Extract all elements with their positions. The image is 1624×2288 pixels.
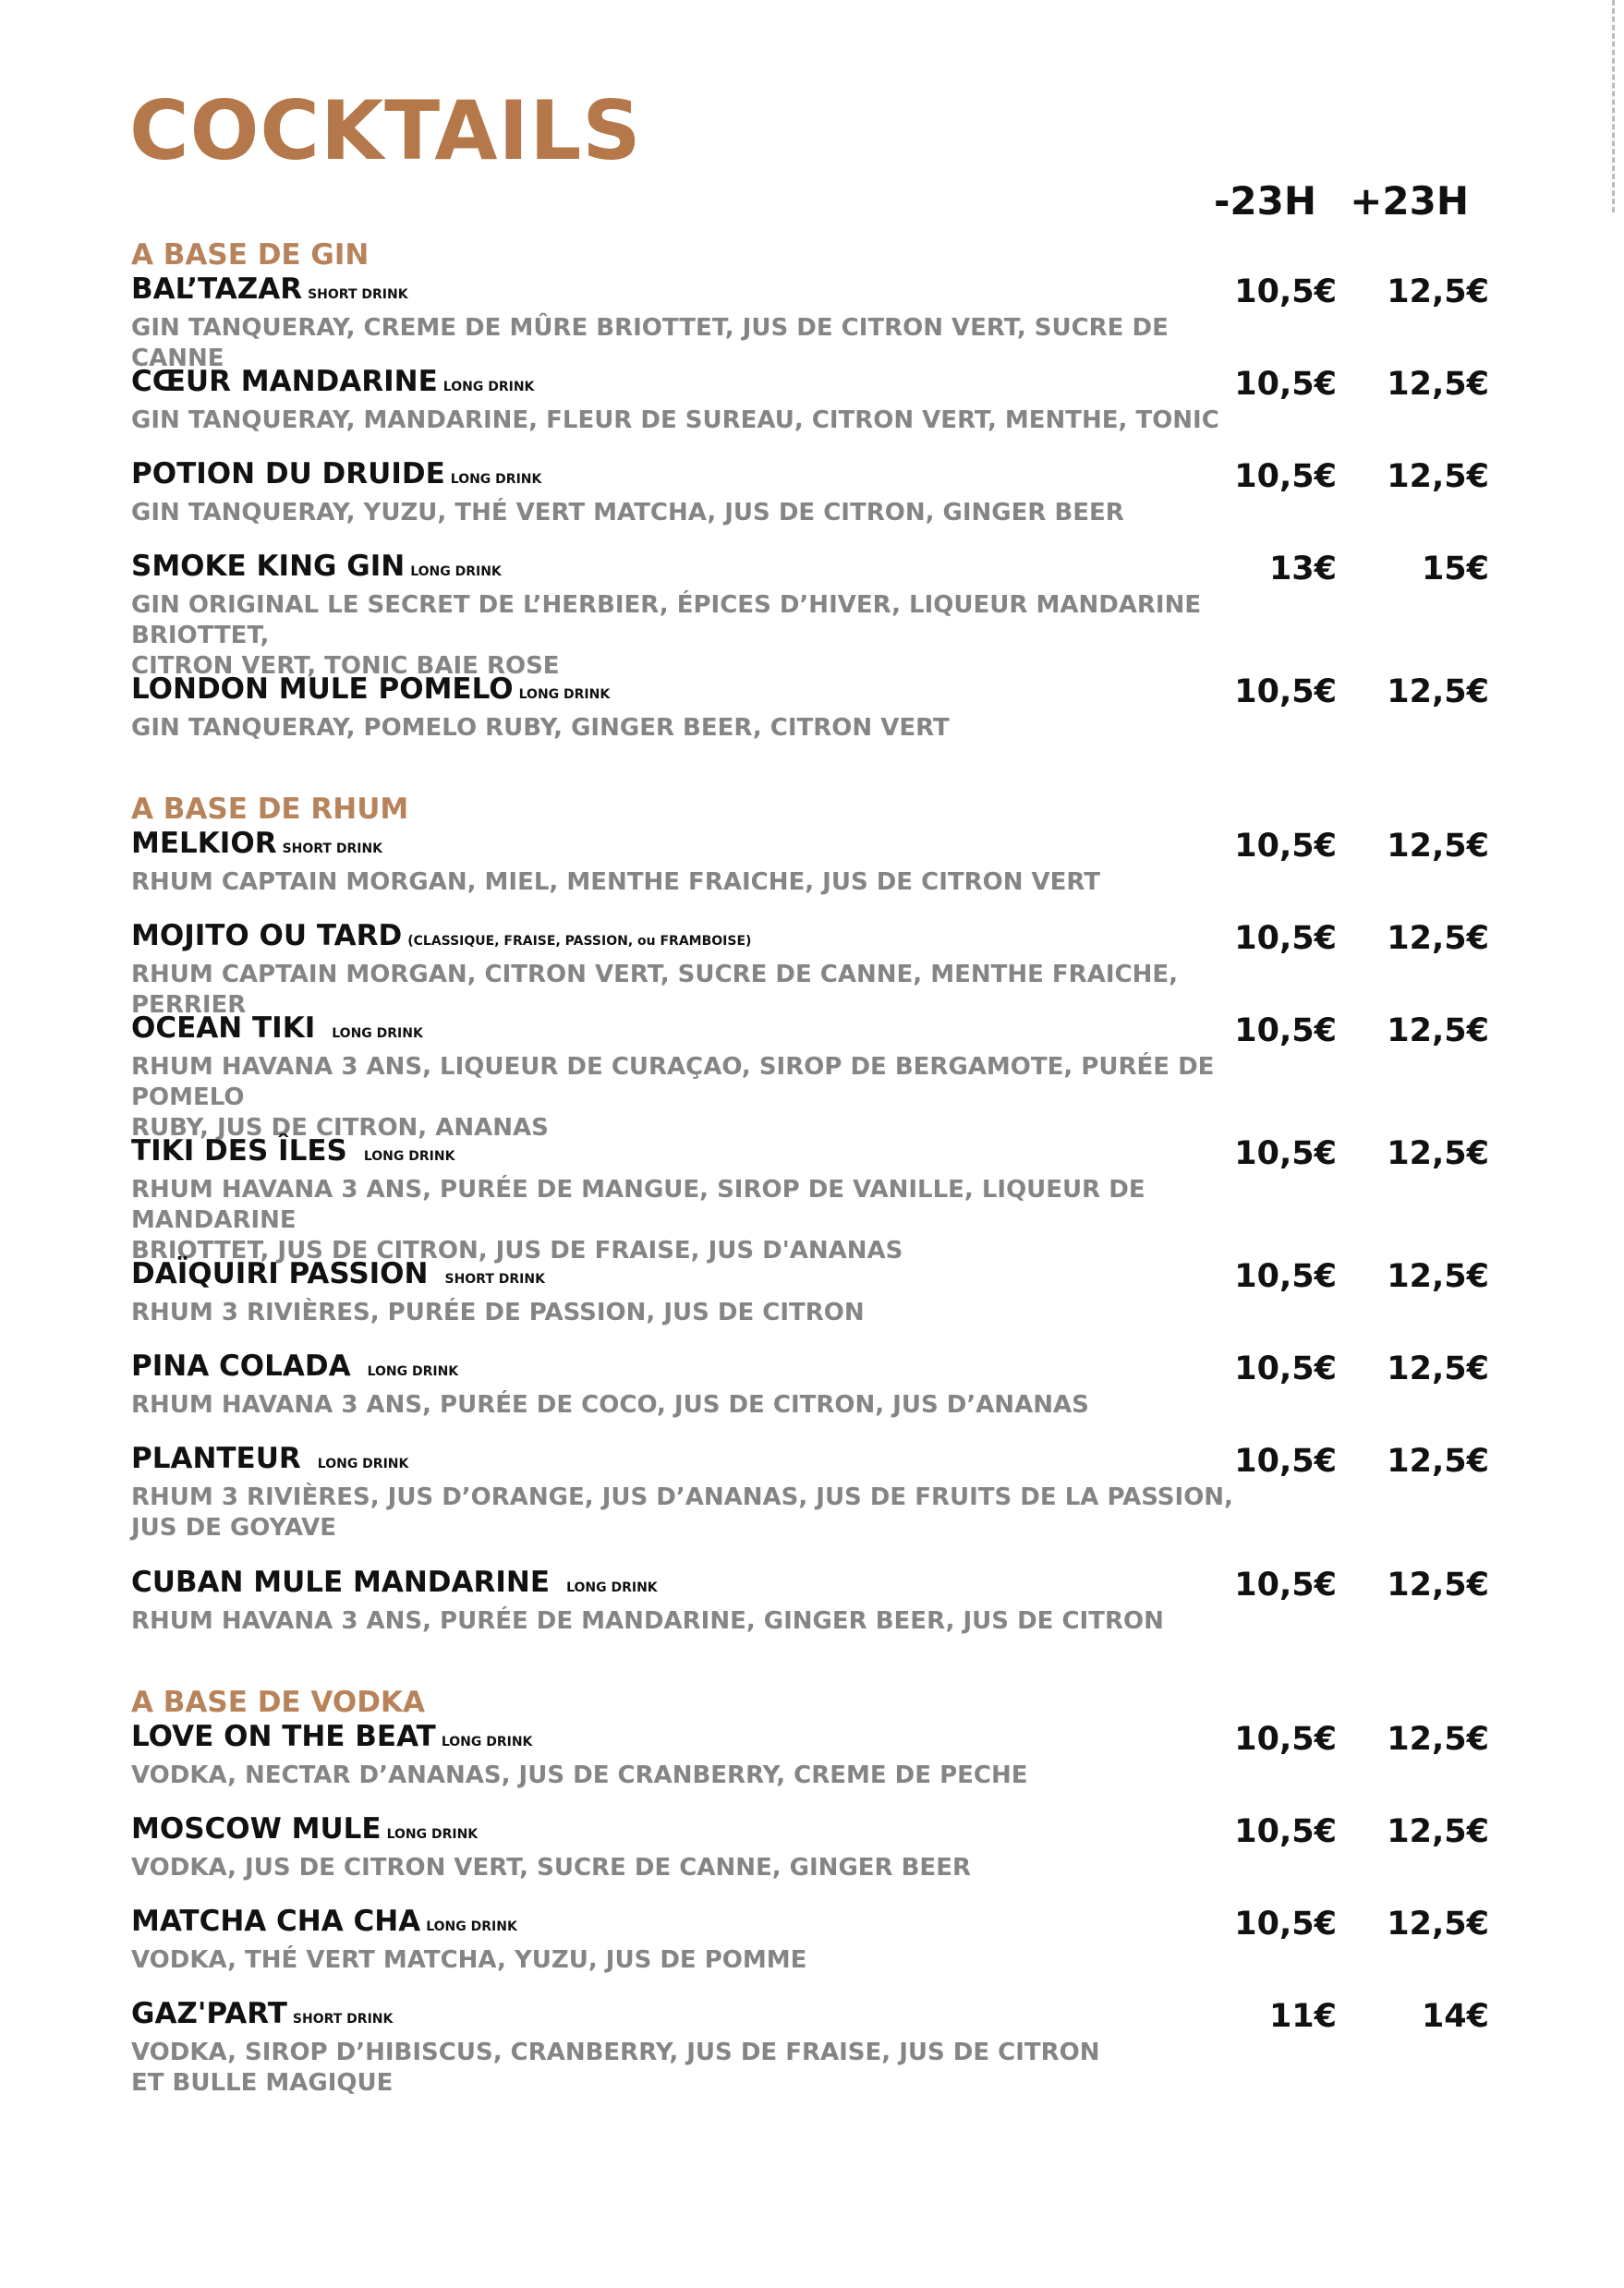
item-description: RHUM 3 RIVIÈRES, PURÉE DE PASSION, JUS DE CITRON: [131, 1299, 865, 1326]
price-before-23h: 10,5€: [1234, 828, 1337, 865]
page-edge-divider: [1612, 0, 1615, 212]
price-after-23h: 12,5€: [1387, 458, 1489, 495]
menu-item: [131, 273, 1517, 374]
section-title-vodka: A BASE DE VODKA: [131, 1686, 425, 1719]
item-tag: LONG DRINK: [442, 380, 535, 394]
item-name: DAÏQUIRI PASSION: [131, 1257, 429, 1290]
item-description: GIN TANQUERAY, YUZU, THÉ VERT MATCHA, JUS DE CITRON, GINGER BEER: [131, 499, 1124, 527]
item-description: VODKA, SIROP D’HIBISCUS, CRANBERRY, JUS DE FRAISE, JUS DE CITRON ET BULLE MAGIQUE: [131, 2039, 1100, 2097]
item-tag: LONG DRINK: [363, 1149, 455, 1164]
menu-item: [131, 1012, 1517, 1144]
item-name: BAL’TAZAR: [131, 272, 303, 306]
price-before-23h: 10,5€: [1234, 920, 1337, 957]
item-tag: LONG DRINK: [410, 564, 502, 579]
price-after-23h: 12,5€: [1387, 1258, 1489, 1295]
price-after-23h: 12,5€: [1387, 366, 1489, 403]
price-before-23h: 13€: [1268, 551, 1337, 587]
item-tag: SHORT DRINK: [308, 287, 408, 302]
price-after-23h: 12,5€: [1387, 1567, 1489, 1604]
price-before-23h: 11€: [1268, 1998, 1337, 2035]
price-after-23h: 15€: [1421, 551, 1489, 587]
item-tag: LONG DRINK: [450, 472, 542, 487]
item-tag: LONG DRINK: [386, 1827, 479, 1842]
price-before-23h: 10,5€: [1234, 1135, 1337, 1172]
menu-item: [131, 1567, 1517, 1637]
item-name: PLANTEUR: [131, 1442, 301, 1475]
menu-item: [131, 1906, 1517, 1976]
price-after-23h: 12,5€: [1387, 1721, 1489, 1758]
menu-item: [131, 1813, 1517, 1883]
price-before-23h: 10,5€: [1234, 1258, 1337, 1295]
section-title-rhum: A BASE DE RHUM: [131, 793, 409, 826]
menu-item: [131, 366, 1517, 436]
menu-item: [131, 1998, 1517, 2099]
price-before-23h: 10,5€: [1234, 458, 1337, 495]
menu-item: [131, 1721, 1517, 1791]
price-before-23h: 10,5€: [1234, 1721, 1337, 1758]
column-header-after-23h: +23H: [1350, 178, 1469, 224]
price-after-23h: 12,5€: [1387, 1813, 1489, 1850]
menu-item: [131, 920, 1517, 1021]
menu-item: [131, 1135, 1517, 1266]
item-tag: LONG DRINK: [426, 1919, 517, 1934]
price-before-23h: 10,5€: [1234, 1906, 1337, 1943]
item-name: LOVE ON THE BEAT: [131, 1720, 436, 1753]
price-after-23h: 12,5€: [1387, 828, 1489, 865]
item-name: GAZ'PART: [131, 1997, 287, 2030]
item-tag: LONG DRINK: [441, 1735, 533, 1749]
menu-item: [131, 1443, 1517, 1543]
price-after-23h: 12,5€: [1387, 273, 1489, 310]
item-description: VODKA, NECTAR D’ANANAS, JUS DE CRANBERRY, CREME DE PECHE: [131, 1761, 1028, 1789]
item-tag: LONG DRINK: [566, 1580, 658, 1595]
item-description: RHUM HAVANA 3 ANS, LIQUEUR DE CURAÇAO, SIROP DE BERGAMOTE, PURÉE DE POMELO RUBY, JUS DE CITRON, ANANAS: [131, 1053, 1215, 1142]
price-after-23h: 12,5€: [1387, 1906, 1489, 1943]
item-tag: SHORT DRINK: [292, 2012, 394, 2027]
item-description: RHUM HAVANA 3 ANS, PURÉE DE MANDARINE, GINGER BEER, JUS DE CITRON: [131, 1607, 1164, 1635]
item-tag: SHORT DRINK: [282, 841, 383, 856]
price-before-23h: 10,5€: [1234, 1443, 1337, 1480]
column-header-before-23h: -23H: [1213, 178, 1316, 224]
price-before-23h: 10,5€: [1234, 1350, 1337, 1387]
item-name: PINA COLADA: [131, 1350, 351, 1383]
price-after-23h: 12,5€: [1387, 673, 1489, 710]
item-name: LONDON MULE POMELO: [131, 672, 514, 706]
price-before-23h: 10,5€: [1234, 1012, 1337, 1049]
item-tag: LONG DRINK: [332, 1026, 423, 1041]
price-after-23h: 12,5€: [1387, 1443, 1489, 1480]
item-tag: SHORT DRINK: [444, 1272, 545, 1287]
price-after-23h: 14€: [1421, 1998, 1489, 2035]
menu-item: [131, 1258, 1517, 1328]
item-name: OCEAN TIKI: [131, 1011, 316, 1045]
item-name: CŒUR MANDARINE: [131, 365, 438, 398]
section-title-gin: A BASE DE GIN: [131, 238, 370, 272]
item-description: RHUM CAPTAIN MORGAN, MIEL, MENTHE FRAICHE, JUS DE CITRON VERT: [131, 868, 1101, 896]
item-name: MATCHA CHA CHA: [131, 1905, 421, 1938]
item-description: RHUM CAPTAIN MORGAN, CITRON VERT, SUCRE DE CANNE, MENTHE FRAICHE, PERRIER: [131, 961, 1178, 1019]
price-after-23h: 12,5€: [1387, 1012, 1489, 1049]
page-title: COCKTAILS: [129, 83, 642, 178]
price-after-23h: 12,5€: [1387, 920, 1489, 957]
price-before-23h: 10,5€: [1234, 273, 1337, 310]
item-name: CUBAN MULE MANDARINE: [131, 1566, 551, 1599]
item-name: MOJITO OU TARD: [131, 919, 403, 952]
item-description: RHUM HAVANA 3 ANS, PURÉE DE MANGUE, SIROP DE VANILLE, LIQUEUR DE MANDARINE BRIOTTET, JUS DE CITRON, JUS DE FRAISE, JUS D'ANANAS: [131, 1176, 1145, 1265]
item-tag: LONG DRINK: [367, 1364, 459, 1379]
item-description: RHUM HAVANA 3 ANS, PURÉE DE COCO, JUS DE CITRON, JUS D’ANANAS: [131, 1391, 1089, 1419]
menu-item: [131, 828, 1517, 898]
item-name: MOSCOW MULE: [131, 1812, 382, 1846]
menu-item: [131, 1350, 1517, 1421]
item-description: GIN ORIGINAL LE SECRET DE L’HERBIER, ÉPICES D’HIVER, LIQUEUR MANDARINE BRIOTTET, CITRON VERT, TONIC BAIE ROSE: [131, 591, 1202, 680]
price-before-23h: 10,5€: [1234, 366, 1337, 403]
item-description: GIN TANQUERAY, CREME DE MÛRE BRIOTTET, JUS DE CITRON VERT, SUCRE DE CANNE: [131, 314, 1169, 372]
item-description: RHUM 3 RIVIÈRES, JUS D’ORANGE, JUS D’ANANAS, JUS DE FRUITS DE LA PASSION, JUS DE GOYAVE: [131, 1483, 1233, 1542]
item-name: TIKI DES ÎLES: [131, 1134, 347, 1168]
item-name: POTION DU DRUIDE: [131, 457, 445, 490]
item-description: VODKA, JUS DE CITRON VERT, SUCRE DE CANNE, GINGER BEER: [131, 1854, 971, 1882]
price-after-23h: 12,5€: [1387, 1350, 1489, 1387]
item-description: GIN TANQUERAY, MANDARINE, FLEUR DE SUREAU, CITRON VERT, MENTHE, TONIC: [131, 406, 1219, 434]
item-tag: LONG DRINK: [518, 687, 611, 702]
item-tag: (CLASSIQUE, FRAISE, PASSION, ou FRAMBOISE): [407, 934, 752, 949]
item-name: SMOKE KING GIN: [131, 550, 406, 583]
menu-item: [131, 551, 1517, 682]
price-after-23h: 12,5€: [1387, 1135, 1489, 1172]
menu-item: [131, 458, 1517, 528]
menu-item: [131, 673, 1517, 744]
price-before-23h: 10,5€: [1234, 1813, 1337, 1850]
item-name: MELKIOR: [131, 827, 277, 860]
price-before-23h: 10,5€: [1234, 673, 1337, 710]
item-tag: LONG DRINK: [317, 1457, 409, 1471]
item-description: GIN TANQUERAY, POMELO RUBY, GINGER BEER, CITRON VERT: [131, 714, 950, 742]
price-before-23h: 10,5€: [1234, 1567, 1337, 1604]
item-description: VODKA, THÉ VERT MATCHA, YUZU, JUS DE POMME: [131, 1946, 807, 1974]
